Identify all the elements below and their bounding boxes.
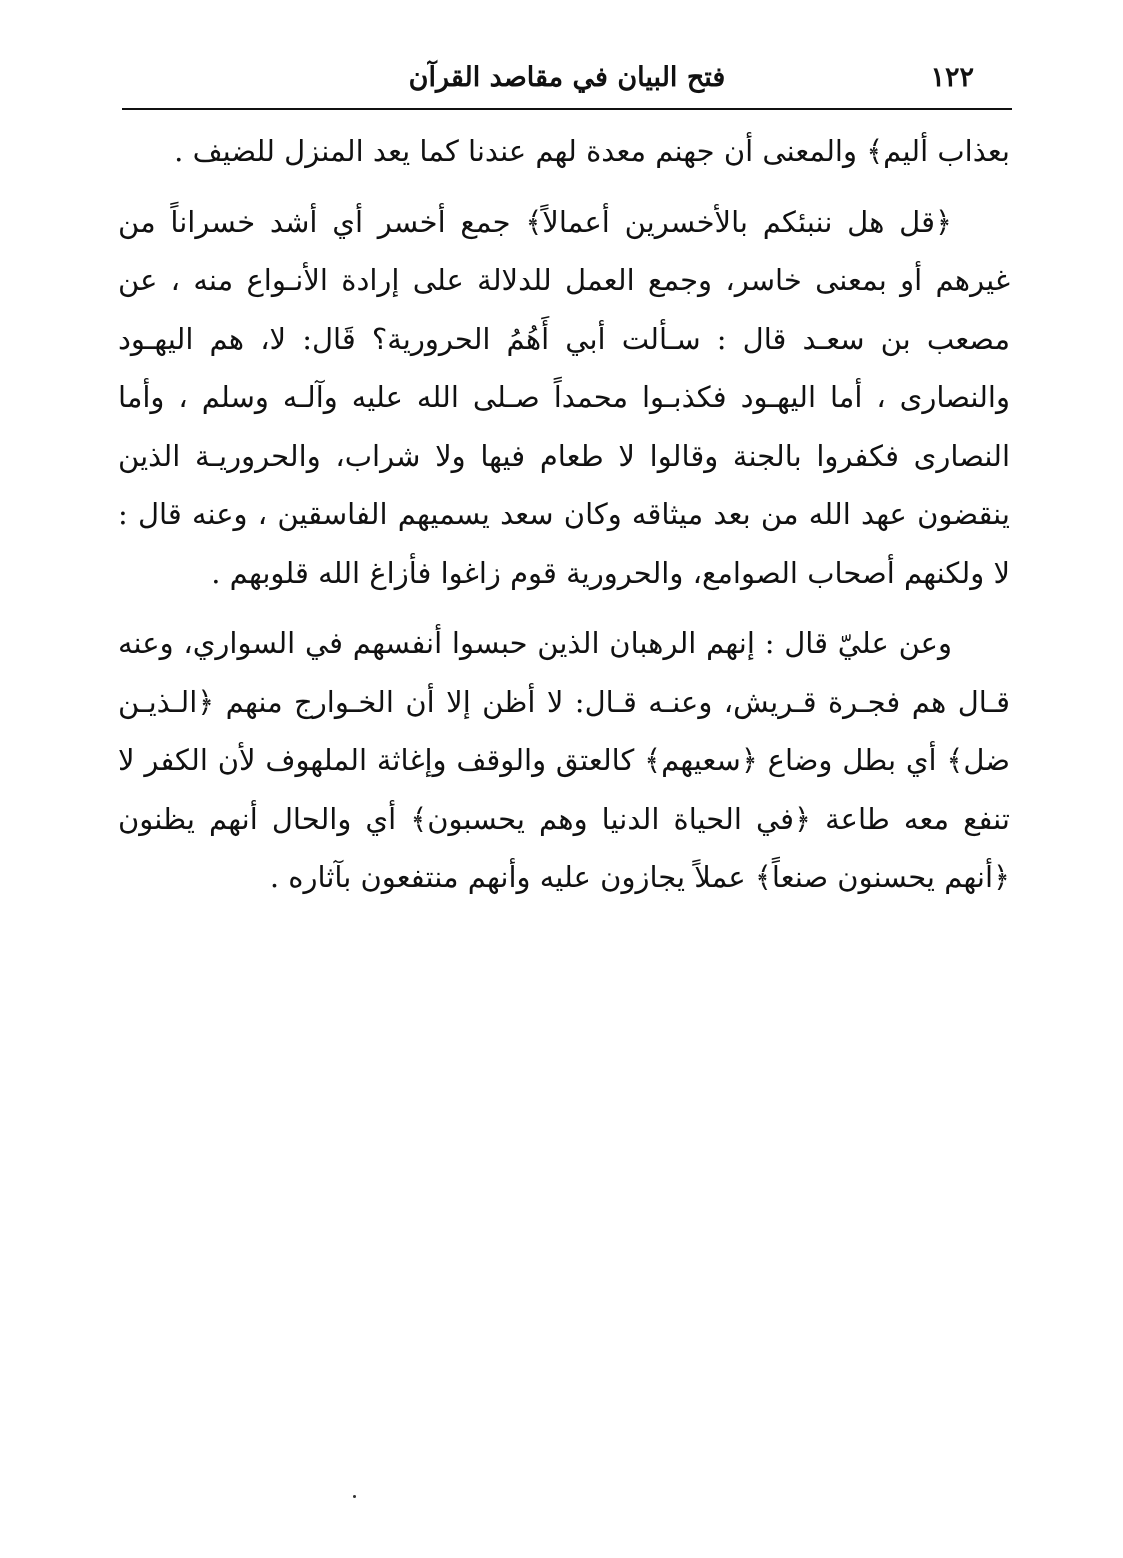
paragraph-1: بعذاب أليم﴾ والمعنى أن جهنم معدة لهم عندنا كما يعد المنزل للضيف . [174, 134, 1010, 168]
header-divider [122, 108, 1012, 110]
paragraph-3: وعن عليّ قال : إنهم الرهبان الذين حبسوا أنفسهم في السواري، وعنه قـال هم فجـرة قـريش، وعنـه قـال: لا أظن إلا أن الخـوارج منهم ﴿الـذيـن ضل﴾ أي بطل وضاع ﴿سعيهم﴾ كالعتق والوقف وإغاثة الملهوف لأن الكفر لا تنفع معه طاعة ﴿في الحياة الدنيا وهم يحسبون﴾ أي والحال أنهم يظنون ﴿أنهم يحسنون صنعاً﴾ عملاً يجازون عليه وأنهم منتفعون بآثاره . [118, 626, 1010, 894]
print-speck [353, 1495, 356, 1498]
paragraph-2: ﴿قل هل ننبئكم بالأخسرين أعمالاً﴾ جمع أخسر أي أشد خسراناً من غيرهم أو بمعنى خاسر، وجمع العمل للدلالة على إرادة الأنـواع منه ، عن مصعب بن سعـد قال : سـألت أبي أَهُمُ الحرورية؟ قَال: لا، هم اليهـود والنصارى ، أما اليهـود فكذبـوا محمداً صـلى الله عليه وآلـه وسلم ، وأما النصارى فكفروا بالجنة وقالوا لا طعام فيها ولا شراب، والحروريـة الذين ينقضون عهد الله من بعد ميثاقه وكان سعد يسميهم الفاسقين ، وعنه قال : لا ولكنهم أصحاب الصوامع، والحرورية قوم زاغوا فأزاغ الله قلوبهم . [118, 204, 1010, 590]
running-header [122, 60, 1012, 110]
book-title: فتح البيان في مقاصد القرآن [408, 62, 726, 93]
body-text [118, 122, 1010, 907]
page-number: ١٢٢ [930, 62, 974, 93]
